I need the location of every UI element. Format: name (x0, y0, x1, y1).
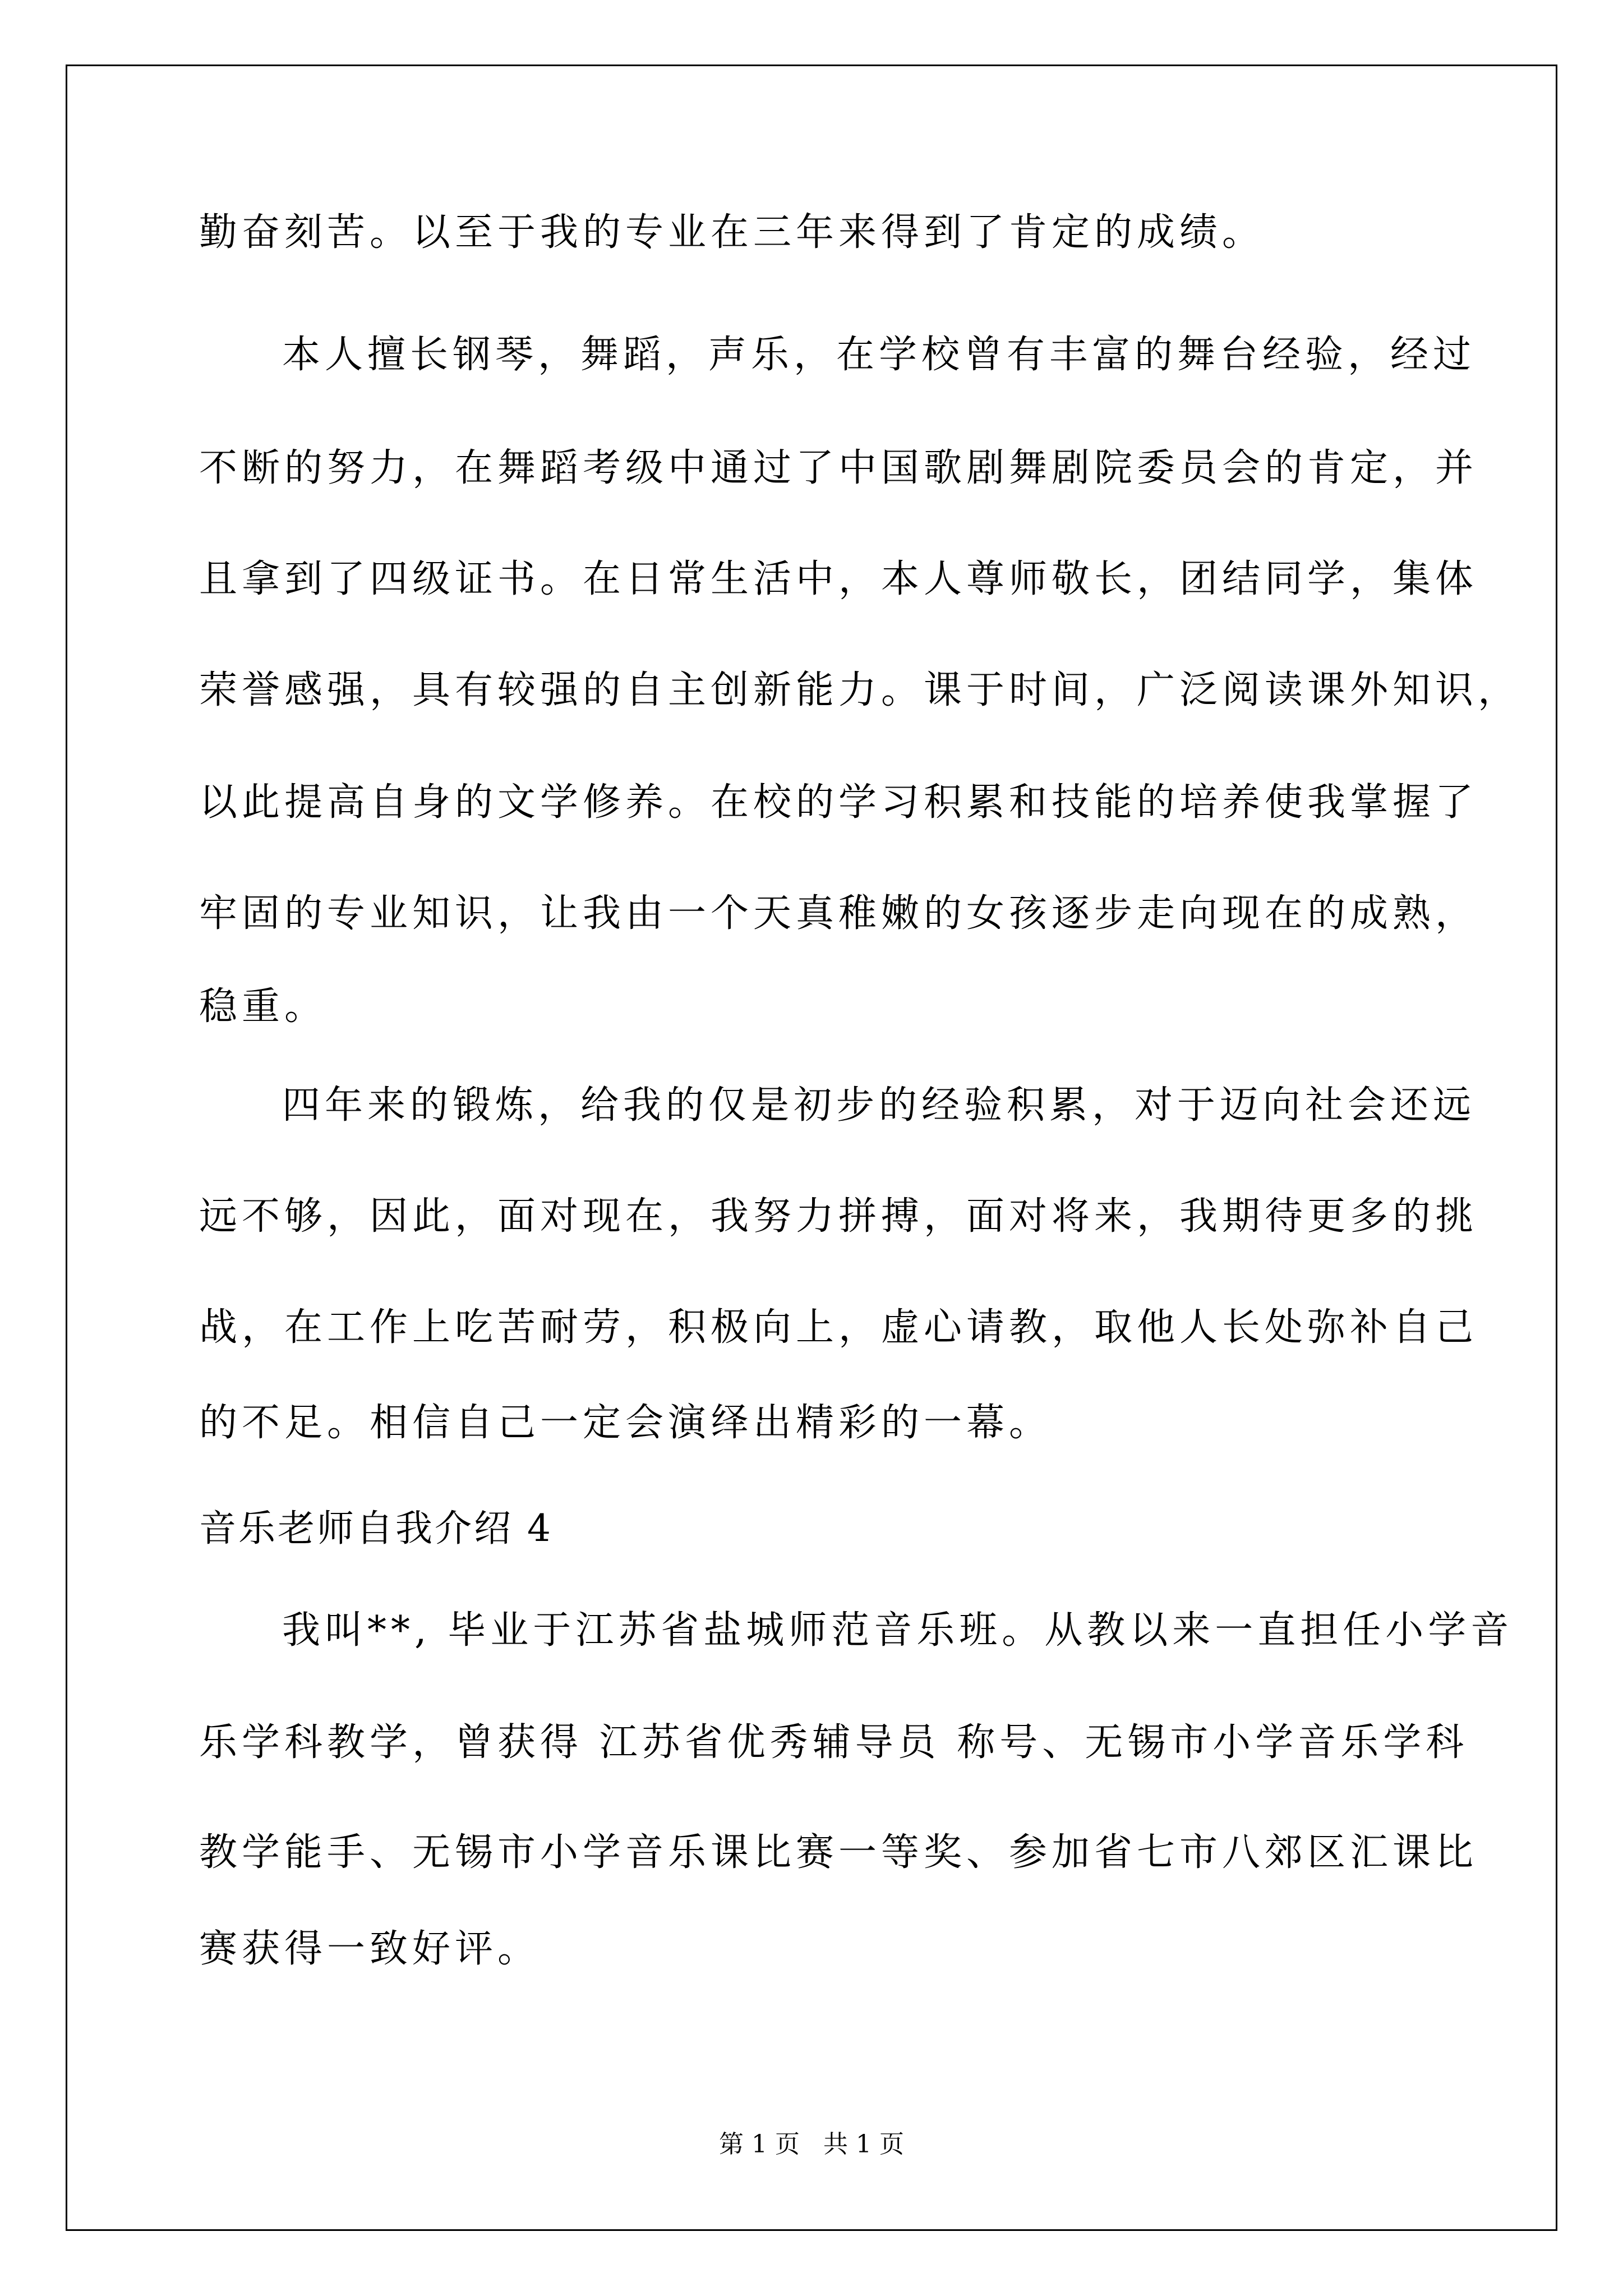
paragraph-line: 牢固的专业知识，让我由一个天真稚嫩的女孩逐步走向现在的成熟， (199, 891, 1478, 936)
page-footer (0, 2128, 1623, 2161)
page-border (66, 65, 1557, 2231)
paragraph-line: 不断的努力，在舞蹈考级中通过了中国歌剧舞剧院委员会的肯定，并 (199, 446, 1478, 490)
paragraph-line: 荣誉感强，具有较强的自主创新能力。课于时间，广泛阅读课外知识， (199, 668, 1521, 712)
paragraph-line: 战，在工作上吃苦耐劳，积极向上，虚心请教，取他人长处弥补自己 (199, 1305, 1478, 1350)
paragraph-line: 稳重。 (199, 984, 328, 1029)
paragraph-line: 的不足。相信自己一定会演绎出精彩的一幕。 (199, 1401, 1052, 1445)
section-title: 音乐老师自我介绍 4 (199, 1507, 553, 1550)
paragraph-line: 以此提高自身的文学修养。在校的学习积累和技能的培养使我掌握了 (199, 780, 1478, 825)
paragraph-line: 我叫**, 毕业于江苏省盐城师范音乐班。从教以来一直担任小学音 (282, 1608, 1514, 1653)
paragraph-line: 教学能手、无锡市小学音乐课比赛一等奖、参加省七市八郊区汇课比 (199, 1830, 1478, 1875)
page-number: 第 1 页 (719, 2130, 800, 2159)
total-pages: 共 1 页 (823, 2130, 904, 2159)
paragraph-line: 四年来的锻炼，给我的仅是初步的经验积累，对于迈向社会还远 (282, 1083, 1476, 1128)
paragraph-line: 本人擅长钢琴，舞蹈，声乐，在学校曾有丰富的舞台经验，经过 (282, 333, 1476, 377)
paragraph-line: 远不够，因此，面对现在，我努力拼搏，面对将来，我期待更多的挑 (199, 1194, 1478, 1239)
paragraph-line: 乐学科教学，曾获得 江苏省优秀辅导员 称号、无锡市小学音乐学科 (199, 1720, 1469, 1765)
paragraph-line: 勤奋刻苦。以至于我的专业在三年来得到了肯定的成绩。 (199, 210, 1265, 255)
paragraph-line: 赛获得一致好评。 (199, 1927, 541, 1971)
paragraph-line: 且拿到了四级证书。在日常生活中，本人尊师敬长，团结同学，集体 (199, 557, 1478, 601)
